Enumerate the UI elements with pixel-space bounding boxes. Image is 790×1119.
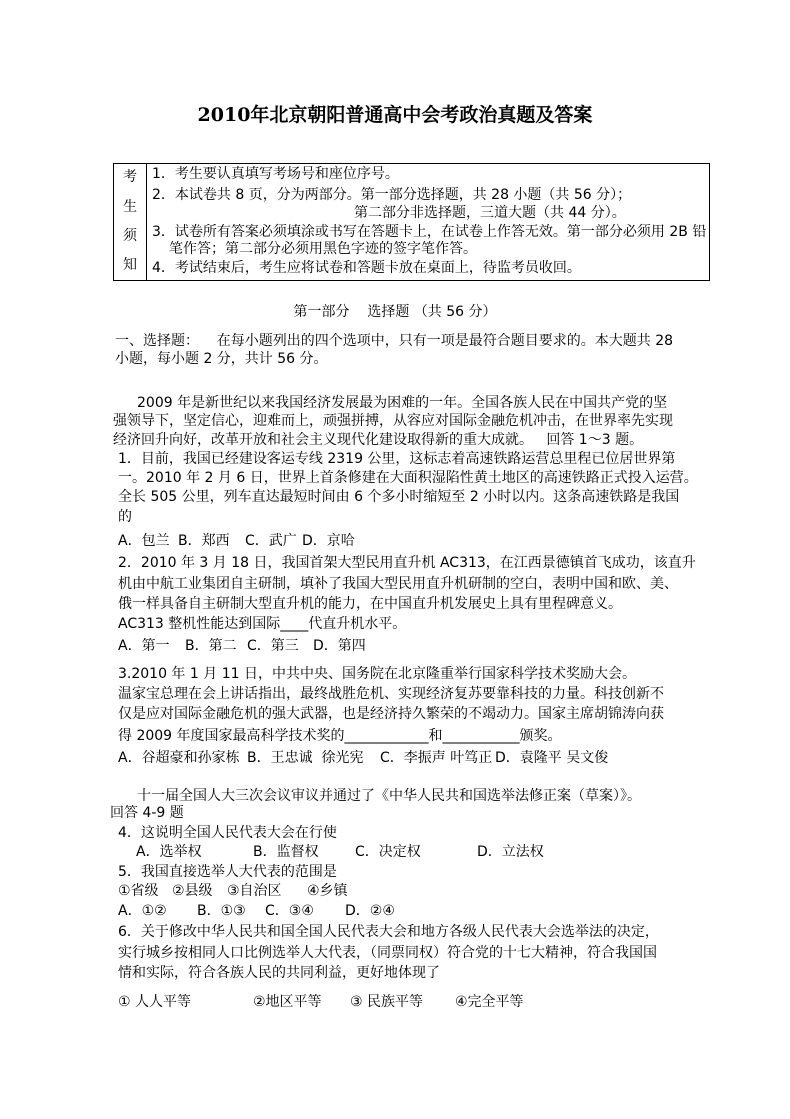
question-line: 得 2009 年度国家最高科学技术奖的____________和___________颁奖。 [118, 728, 562, 744]
notice-label-char: 知 [123, 257, 137, 273]
question-line: 机由中航工业集团自主研制，填补了我国大型民用直升机研制的空白，表明中国和欧、美、 [118, 576, 678, 592]
notice-label [114, 164, 147, 280]
question-line: 2．2010 年 3 月 18 日，我国首架大型民用直升机 AC313，在江西景德镇首飞成功，该直升 [118, 555, 696, 571]
question-line: 情和实际，符合各族人民的共同利益，更好地体现了 [118, 965, 440, 981]
option-d: D．袁隆平 吴文俊 [495, 750, 609, 766]
option-d: D．第四 [313, 638, 366, 654]
option-c: C．李振声 叶笃正 [380, 750, 493, 766]
intro-line: 小题，每小题 2 分，共计 56 分。 [115, 351, 328, 367]
passage-line: 十一届全国人大三次会议审议并通过了《中华人民共和国选举法修正案（草案）》。 [137, 788, 641, 804]
option-d: D．②④ [345, 903, 395, 919]
passage-line: 经济回升向好，改革开放和社会主义现代化建设取得新的重大成就。 回答 1～3 题。 [113, 432, 644, 448]
notice-line: 4．考试结束后，考生应将试卷和答题卡放在桌面上，待监考员收回。 [152, 260, 581, 276]
notice-line: 2．本试卷共 8 页，分为两部分。第一部分选择题，共 28 小题（共 56 分）； [152, 187, 632, 203]
choice-item: ④完全平等 [455, 994, 524, 1010]
option-a: A．谷超豪和孙家栋 [118, 750, 240, 766]
question-line: 温家宝总理在会上讲话指出，最终战胜危机、实现经济复苏要靠科技的力量。科技创新不 [118, 686, 664, 702]
notice-label-char: 考 [123, 169, 137, 185]
question-line: 一。2010 年 2 月 6 日，世界上首条修建在大面积湿陷性黄土地区的高速铁路正式投入运营。 [118, 470, 698, 486]
notice-label-char: 生 [123, 199, 137, 215]
question-line: 全长 505 公里，列车直达最短时间由 6 个多小时缩短至 2 小时以内。这条高速铁路是我国 [118, 489, 680, 505]
notice-line: 笔作答；第二部分必须用黑色字迹的签字笔作答。 [169, 241, 477, 257]
question-line: 仅是应对国际金融危机的强大武器，也是经济持久繁荣的不竭动力。国家主席胡锦涛向获 [118, 706, 664, 722]
notice-line: 3．试卷所有答案必须填涂或书写在答题卡上，在试卷上作答无效。第一部分必须用 2B 铅 [152, 224, 707, 240]
choice-item: ③ 民族平等 [350, 994, 424, 1010]
option-b: B．第二 [185, 638, 237, 654]
option-a: A．第一 [118, 638, 170, 654]
intro-line: 一、选择题： 在每小题列出的四个选项中，只有一项是最符合题目要求的。本大题共 28 [115, 333, 674, 349]
option-a: A．选举权 [136, 844, 202, 860]
choice-item: ①省级 [118, 883, 159, 899]
option-c: C．决定权 [355, 844, 421, 860]
option-a: A．包兰 [118, 533, 170, 549]
choice-item: ③自治区 [227, 883, 282, 899]
option-d: D．立法权 [477, 844, 544, 860]
option-b: B．监督权 [253, 844, 319, 860]
question-line: 实行城乡按相同人口比例选举人大代表，（同票同权）符合党的十七大精神，符合我国国 [118, 945, 657, 961]
passage-line: 2009 年是新世纪以来我国经济发展最为困难的一年。全国各族人民在中国共产党的坚 [137, 395, 668, 411]
question-line: 的 [118, 509, 132, 525]
question-line: AC313 整机性能达到国际____代直升机水平。 [118, 616, 407, 632]
option-d: D．京哈 [302, 533, 355, 549]
exam-notice-box [113, 163, 710, 281]
option-b: B．王忠诚 徐光宪 [247, 750, 364, 766]
option-a: A．①② [118, 903, 167, 919]
question-line: 3.2010 年 1 月 11 日，中共中央、国务院在北京隆重举行国家科学技术奖励大会。 [118, 666, 636, 682]
question-line: 俄一样具备自主研制大型直升机的能力，在中国直升机发展史上具有里程碑意义。 [118, 596, 622, 612]
choice-item: ① 人人平等 [118, 994, 192, 1010]
notice-line: 第二部分非选择题，三道大题（共 44 分）。 [354, 205, 626, 221]
passage-line: 回答 4-9 题 [110, 805, 184, 821]
notice-line: 1．考生要认真填写考场号和座位序号。 [152, 166, 399, 182]
option-c: C．第三 [247, 638, 299, 654]
document-title: 2010年北京朝阳普通高中会考政治真题及答案 [197, 104, 593, 126]
passage-line: 强领导下，坚定信心，迎难而上，顽强拼搏，从容应对国际金融危机冲击，在世界率先实现 [113, 413, 673, 429]
choice-item: ②地区平等 [253, 994, 322, 1010]
question-line: 5．我国直接选举人大代表的范围是 [118, 864, 337, 880]
notice-label-char: 须 [123, 228, 137, 244]
part-heading: 第一部分 选择题 （共 56 分） [293, 304, 497, 320]
option-c: C．③④ [265, 903, 314, 919]
option-b: B．郑西 [178, 533, 230, 549]
question-line: 6．关于修改中华人民共和国全国人民代表大会和地方各级人民代表大会选举法的决定， [118, 924, 659, 940]
option-c: C．武广 [245, 533, 297, 549]
question-line: 1．目前，我国已经建设客运专线 2319 公里，这标志着高速铁路运营总里程已位居世界第 [118, 451, 676, 467]
choice-item: ②县级 [172, 883, 213, 899]
option-b: B．①③ [197, 903, 246, 919]
question-line: 4．这说明全国人民代表大会在行使 [118, 825, 337, 841]
choice-item: ④乡镇 [307, 883, 348, 899]
